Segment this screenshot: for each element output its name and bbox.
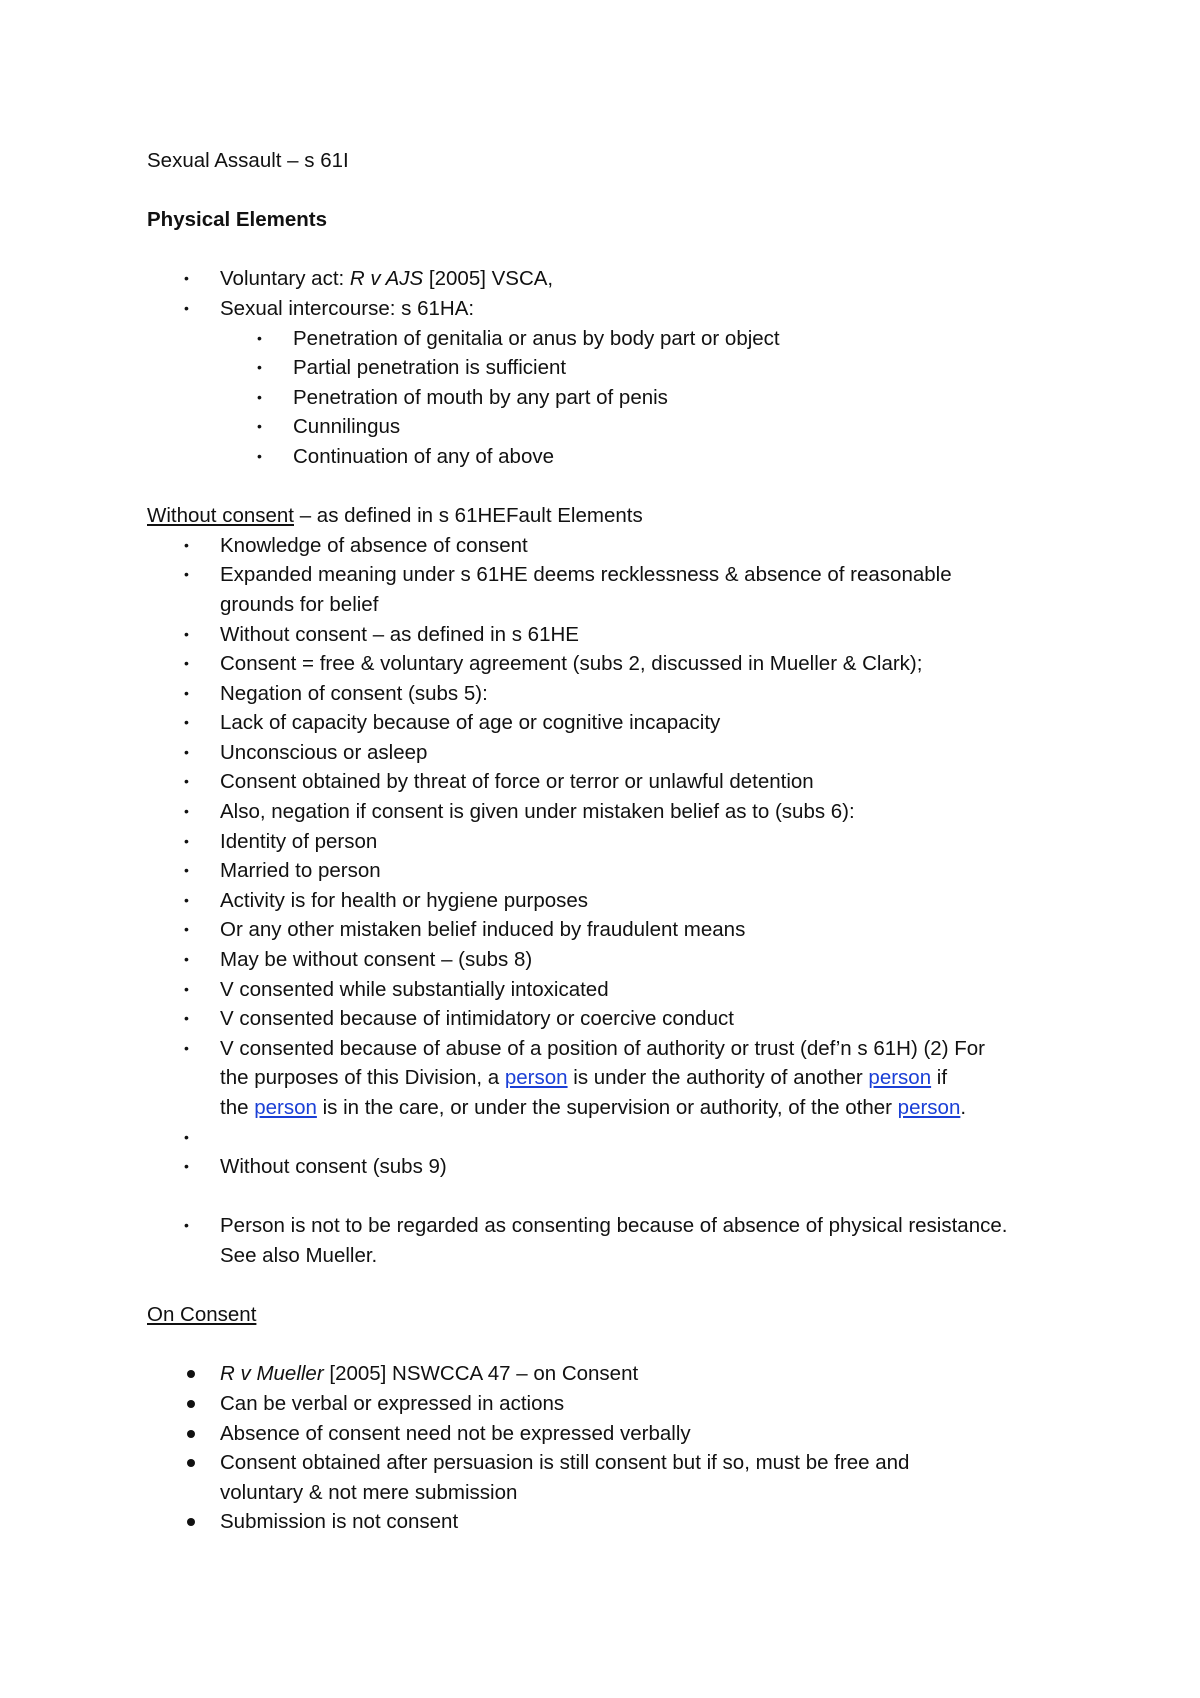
item-text: Identity of person bbox=[220, 829, 378, 853]
bullet-icon: • bbox=[257, 388, 262, 405]
list-item-continuation bbox=[147, 1478, 1077, 1508]
person-link[interactable]: person bbox=[897, 1096, 961, 1119]
item-text: Knowledge of absence of consent bbox=[220, 533, 528, 557]
item-text: [2005] NSWCCA 47 – on Consent bbox=[323, 1362, 639, 1386]
bullet-icon: • bbox=[184, 714, 189, 731]
item-text: Consent = free & voluntary agreement (subs 2, discussed in Mueller & Clark); bbox=[220, 652, 923, 676]
bullet-icon: • bbox=[257, 359, 262, 376]
item-text: Voluntary act: bbox=[220, 267, 350, 291]
item-text: Can be verbal or expressed in actions bbox=[220, 1391, 565, 1415]
item-text: Partial penetration is sufficient bbox=[293, 356, 567, 380]
bullet-icon: • bbox=[257, 329, 262, 346]
item-text: voluntary & not mere submission bbox=[220, 1480, 518, 1504]
list-item-continuation bbox=[147, 1093, 1077, 1123]
list-item-continuation bbox=[147, 590, 1077, 620]
item-text: Submission is not consent bbox=[220, 1510, 459, 1534]
item-text: May be without consent – (subs 8) bbox=[220, 948, 533, 972]
list-item bbox=[147, 767, 1077, 797]
item-text: Married to person bbox=[220, 859, 381, 883]
list-item bbox=[147, 1507, 1077, 1537]
list-item bbox=[147, 1152, 1077, 1182]
physical-elements-heading: Physical Elements bbox=[147, 208, 328, 232]
list-item bbox=[147, 945, 1077, 975]
sub-list-item bbox=[147, 383, 1077, 413]
item-text: Penetration of mouth by any part of penis bbox=[293, 385, 668, 409]
item-text: Or any other mistaken belief induced by fraudulent means bbox=[220, 918, 746, 942]
list-item bbox=[147, 886, 1077, 916]
item-text: Cunnilingus bbox=[293, 415, 401, 439]
item-text: Unconscious or asleep bbox=[220, 740, 428, 764]
item-text: Consent obtained after persuasion is still consent but if so, must be free and bbox=[220, 1451, 910, 1475]
list-item bbox=[147, 975, 1077, 1005]
bullet-icon: • bbox=[184, 299, 189, 316]
doc-title: Sexual Assault – s 61I bbox=[147, 149, 349, 172]
person-link[interactable]: person bbox=[504, 1066, 568, 1090]
list-item-continuation bbox=[147, 1241, 1077, 1271]
bullet-icon: • bbox=[257, 418, 262, 435]
item-text: the bbox=[220, 1096, 255, 1119]
bullet-icon: • bbox=[184, 1217, 189, 1234]
list-item bbox=[147, 294, 1077, 324]
item-text: Continuation of any of above bbox=[293, 444, 554, 468]
item-text: grounds for belief bbox=[220, 592, 379, 616]
list-item bbox=[147, 649, 1077, 679]
item-text: Negation of consent (subs 5): bbox=[220, 681, 488, 705]
bullet-icon: • bbox=[184, 684, 189, 701]
bullet-icon: • bbox=[184, 566, 189, 583]
case-name: R v Mueller bbox=[220, 1362, 324, 1386]
bullet-icon: • bbox=[257, 447, 262, 464]
disc-bullet-icon bbox=[187, 1370, 195, 1378]
bullet-icon: • bbox=[184, 980, 189, 997]
document-page bbox=[147, 146, 1077, 1537]
on-consent-heading: On Consent bbox=[147, 1303, 257, 1327]
sub-list-item bbox=[147, 442, 1077, 472]
without-consent-heading bbox=[147, 501, 1077, 531]
list-item bbox=[147, 1034, 1077, 1064]
list-item bbox=[147, 1389, 1077, 1419]
person-link[interactable]: person bbox=[868, 1066, 932, 1090]
sub-list-item bbox=[147, 353, 1077, 383]
disc-bullet-icon bbox=[187, 1400, 195, 1408]
bullet-icon: • bbox=[184, 270, 189, 287]
bullet-icon: • bbox=[184, 1158, 189, 1175]
bullet-icon: • bbox=[184, 1128, 189, 1145]
list-item bbox=[147, 560, 1077, 590]
item-text: Consent obtained by threat of force or terror or unlawful detention bbox=[220, 770, 814, 794]
list-item bbox=[147, 620, 1077, 650]
disc-bullet-icon bbox=[187, 1459, 195, 1467]
list-item bbox=[147, 1211, 1077, 1241]
item-text: Expanded meaning under s 61HE deems recklessness & absence of reasonable bbox=[220, 563, 952, 587]
bullet-icon: • bbox=[184, 803, 189, 820]
disc-bullet-icon bbox=[187, 1518, 195, 1526]
item-text: is in the care, or under the supervision or authority, of the other bbox=[316, 1096, 898, 1119]
bullet-icon: • bbox=[184, 921, 189, 938]
item-text: if bbox=[931, 1066, 948, 1090]
item-text: Without consent (subs 9) bbox=[220, 1155, 447, 1179]
list-item bbox=[147, 264, 1077, 294]
person-link[interactable]: person bbox=[254, 1096, 317, 1119]
list-item bbox=[147, 915, 1077, 945]
item-text: Person is not to be regarded as consenting because of absence of physical resistance. bbox=[220, 1214, 1008, 1238]
list-item bbox=[147, 738, 1077, 768]
item-text: See also Mueller. bbox=[220, 1243, 378, 1267]
item-text: V consented while substantially intoxicated bbox=[220, 977, 609, 1001]
bullet-icon: • bbox=[184, 891, 189, 908]
item-text: Sexual intercourse: s 61HA: bbox=[220, 296, 475, 320]
item-text: [2005] VSCA, bbox=[423, 267, 554, 291]
item-text: Absence of consent need not be expressed verbally bbox=[220, 1421, 691, 1445]
bullet-icon: • bbox=[184, 832, 189, 849]
sub-list-item bbox=[147, 412, 1077, 442]
list-item bbox=[147, 1359, 1077, 1389]
case-name: R v AJS bbox=[349, 267, 424, 291]
sub-list-item bbox=[147, 324, 1077, 354]
item-text: V consented because of abuse of a position of authority or trust (def’n s 61H) (2) For bbox=[220, 1036, 985, 1060]
item-text: V consented because of intimidatory or coercive conduct bbox=[220, 1007, 734, 1031]
bullet-icon: • bbox=[184, 655, 189, 672]
bullet-icon: • bbox=[184, 951, 189, 968]
list-item bbox=[147, 1419, 1077, 1449]
disc-bullet-icon bbox=[187, 1430, 195, 1438]
item-text: the purposes of this Division, a bbox=[220, 1066, 505, 1090]
bullet-icon: • bbox=[184, 1010, 189, 1027]
item-text: Without consent – as defined in s 61HE bbox=[220, 622, 579, 646]
item-text: Lack of capacity because of age or cognitive incapacity bbox=[220, 711, 721, 735]
item-text: Activity is for health or hygiene purposes bbox=[220, 888, 589, 912]
item-text: Also, negation if consent is given under mistaken belief as to (subs 6): bbox=[220, 800, 855, 824]
bullet-icon: • bbox=[184, 743, 189, 760]
list-item bbox=[147, 797, 1077, 827]
list-item bbox=[147, 1004, 1077, 1034]
empty-list-item bbox=[147, 1123, 1077, 1153]
list-item-continuation bbox=[147, 1063, 1077, 1093]
item-text: Penetration of genitalia or anus by body part or object bbox=[293, 326, 780, 350]
list-item bbox=[147, 1448, 1077, 1478]
list-item bbox=[147, 827, 1077, 857]
bullet-icon: • bbox=[184, 773, 189, 790]
item-text: is under the authority of another bbox=[567, 1066, 869, 1090]
bullet-icon: • bbox=[184, 625, 189, 642]
list-item bbox=[147, 679, 1077, 709]
list-item bbox=[147, 856, 1077, 886]
heading-rest: – as defined in s 61HEFault Elements bbox=[294, 504, 643, 528]
list-item bbox=[147, 708, 1077, 738]
bullet-icon: • bbox=[184, 862, 189, 879]
bullet-icon: • bbox=[184, 536, 189, 553]
list-item bbox=[147, 531, 1077, 561]
item-text: . bbox=[960, 1096, 967, 1119]
without-consent-label: Without consent bbox=[147, 504, 294, 528]
bullet-icon: • bbox=[184, 1039, 189, 1056]
